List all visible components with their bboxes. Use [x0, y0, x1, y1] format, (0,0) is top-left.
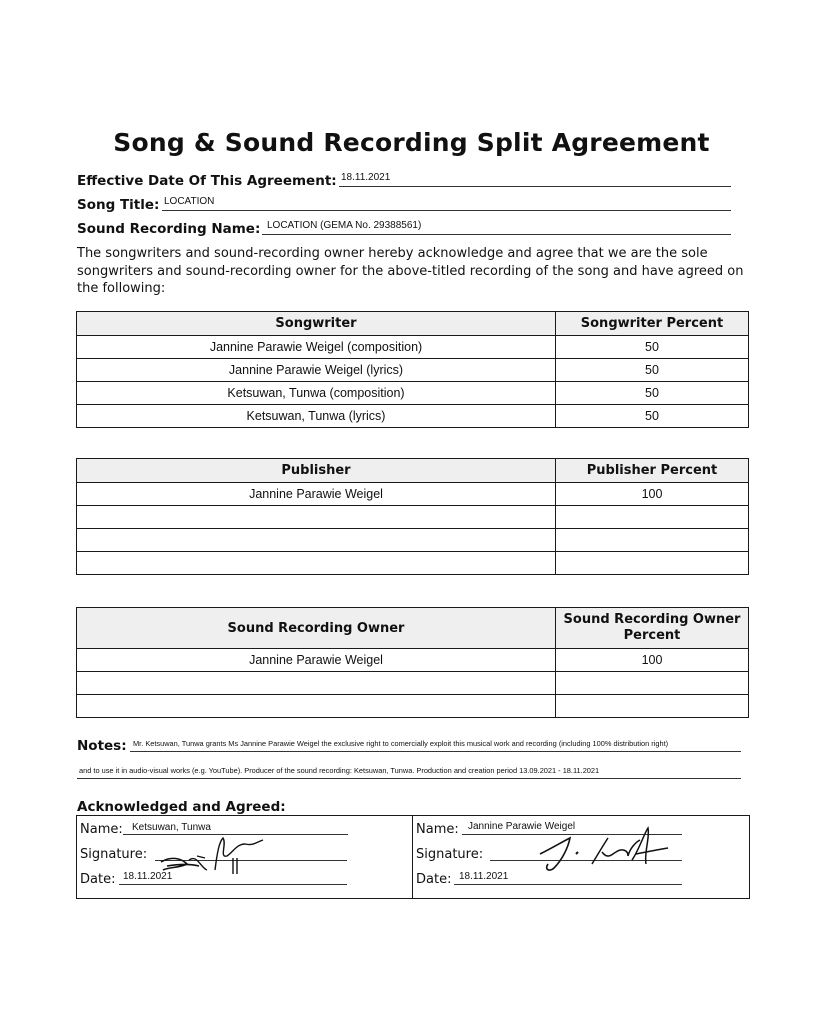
- recording-name-line: [262, 234, 731, 235]
- percent-cell: 50: [556, 382, 749, 405]
- recording-owner-header: Sound Recording Owner: [77, 608, 556, 649]
- acknowledged-heading: Acknowledged and Agreed:: [77, 799, 286, 815]
- percent-cell: 50: [556, 336, 749, 359]
- right-signature-label: Signature:: [416, 847, 484, 862]
- left-signature-label: Signature:: [80, 847, 148, 862]
- publisher-cell: Jannine Parawie Weigel: [77, 483, 556, 506]
- right-date-line: [454, 884, 682, 885]
- notes-line-2-rule: [77, 778, 741, 779]
- notes-label: Notes:: [77, 738, 127, 754]
- intro-paragraph: The songwriters and sound-recording owner hereby acknowledge and agree that we are the sole songwriters and sound-recording owner for the above-titled recording of the song and have agreed on the following:: [77, 246, 744, 296]
- table-row: [77, 672, 749, 695]
- table-row: [77, 382, 749, 405]
- publisher-cell: [77, 529, 556, 552]
- song-title-field: [77, 196, 215, 213]
- publisher-cell: [77, 506, 556, 529]
- owner-cell: [77, 695, 556, 718]
- effective-date-label: Effective Date Of This Agreement: [77, 173, 332, 189]
- percent-cell: 50: [556, 359, 749, 382]
- songwriter-cell: Jannine Parawie Weigel (lyrics): [77, 359, 556, 382]
- table-row: [77, 506, 749, 529]
- right-name-label: Name:: [416, 822, 459, 837]
- percent-cell: [556, 552, 749, 575]
- percent-cell: [556, 672, 749, 695]
- publisher-header: Publisher: [77, 459, 556, 483]
- recording-name-value: LOCATION (GEMA No. 29388561): [267, 220, 422, 231]
- right-date-value: 18.11.2021: [459, 871, 509, 882]
- percent-cell: [556, 695, 749, 718]
- left-date-label: Date:: [80, 872, 116, 887]
- recording-owner-table: [76, 607, 749, 718]
- songwriter-cell: Ketsuwan, Tunwa (lyrics): [77, 405, 556, 428]
- song-title-label: Song Title:: [77, 197, 160, 213]
- left-handwritten-signature: [157, 834, 287, 878]
- left-date-value: 18.11.2021: [123, 871, 173, 882]
- songwriter-header: Songwriter: [77, 312, 556, 336]
- song-title-line: [162, 210, 731, 211]
- signature-divider: [412, 816, 413, 898]
- percent-cell: 100: [556, 649, 749, 672]
- table-header-row: [77, 459, 749, 483]
- owner-cell: Jannine Parawie Weigel: [77, 649, 556, 672]
- right-name-value: Jannine Parawie Weigel: [468, 821, 576, 832]
- table-row: [77, 405, 749, 428]
- songwriter-table: [76, 311, 749, 428]
- page-title: Song & Sound Recording Split Agreement: [113, 128, 710, 157]
- table-row: [77, 649, 749, 672]
- owner-cell: [77, 672, 556, 695]
- notes-line-1: Mr. Ketsuwan, Tunwa grants Ms Jannine Parawie Weigel the exclusive right to comercially exploit this musical work and recording (including 100% distribution right): [133, 739, 669, 748]
- table-row: [77, 529, 749, 552]
- table-row: [77, 483, 749, 506]
- left-name-label: Name:: [80, 822, 123, 837]
- table-header-row: [77, 312, 749, 336]
- effective-date-line: [339, 186, 731, 187]
- publisher-cell: [77, 552, 556, 575]
- percent-cell: 50: [556, 405, 749, 428]
- songwriter-percent-header: Songwriter Percent: [556, 312, 749, 336]
- right-handwritten-signature: [532, 824, 692, 876]
- songwriter-cell: Ketsuwan, Tunwa (composition): [77, 382, 556, 405]
- song-title-value: LOCATION: [164, 196, 215, 207]
- songwriter-cell: Jannine Parawie Weigel (composition): [77, 336, 556, 359]
- recording-name-label: Sound Recording Name: [77, 221, 255, 237]
- table-row: [77, 336, 749, 359]
- right-date-label: Date:: [416, 872, 452, 887]
- table-row: [77, 695, 749, 718]
- recording-owner-percent-header: Sound Recording Owner Percent: [556, 608, 749, 649]
- table-row: [77, 552, 749, 575]
- recording-name-field: Sound Recording Name: LOCATION (GEMA No. 29388561): [77, 220, 422, 237]
- signature-box: [76, 815, 750, 899]
- percent-cell: [556, 529, 749, 552]
- table-row: [77, 359, 749, 382]
- notes-line-2: and to use it in audio-visual works (e.g. YouTube). Producer of the sound recording: Ketsuwan, Tunwa. Production and creation period 13.09.2021 - 18.11.2021: [79, 766, 600, 775]
- percent-cell: [556, 506, 749, 529]
- publisher-table: [76, 458, 749, 575]
- percent-cell: 100: [556, 483, 749, 506]
- publisher-percent-header: Publisher Percent: [556, 459, 749, 483]
- effective-date-value: 18.11.2021: [341, 172, 391, 183]
- left-date-line: [119, 884, 347, 885]
- notes-line-1-rule: [130, 751, 741, 752]
- effective-date-field: Effective Date Of This Agreement: 18.11.2021: [77, 172, 391, 189]
- left-name-value: Ketsuwan, Tunwa: [132, 822, 211, 833]
- table-header-row: [77, 608, 749, 649]
